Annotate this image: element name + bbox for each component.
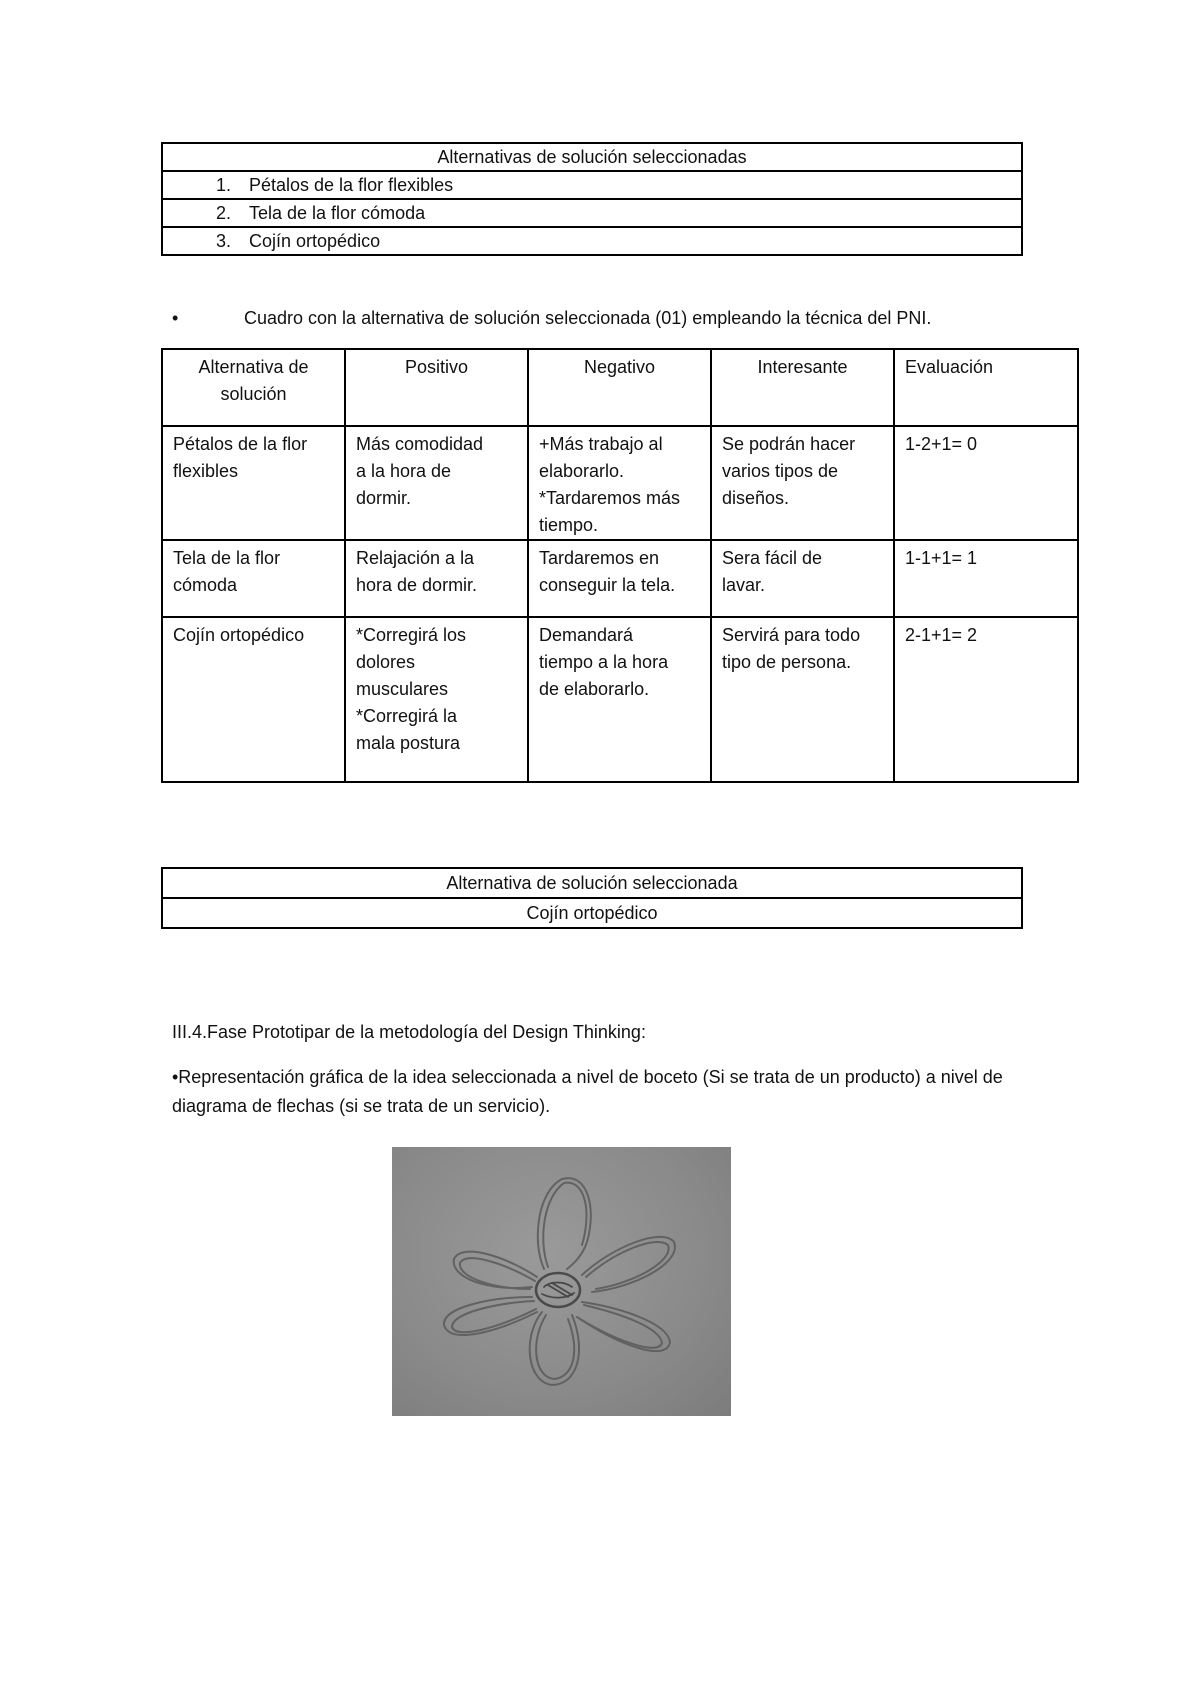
pni-table bbox=[161, 348, 1079, 783]
cell-line: Servirá para todo bbox=[722, 625, 861, 645]
table-row bbox=[162, 898, 1022, 928]
cell-line: dormir. bbox=[356, 488, 412, 508]
cell-line: dolores bbox=[356, 652, 416, 672]
cell-line: a la hora de bbox=[356, 461, 452, 481]
cell-line: elaborarlo. bbox=[539, 461, 625, 481]
cell-line: *Tardaremos más bbox=[539, 488, 681, 508]
cell-line: Pétalos de la flor bbox=[173, 434, 308, 454]
cell-line: lavar. bbox=[722, 575, 766, 595]
cell-line: Cojín ortopédico bbox=[173, 625, 305, 645]
cell-positivo bbox=[345, 617, 528, 782]
column-header-positivo: Positivo bbox=[345, 349, 528, 426]
cell-line: musculares bbox=[356, 679, 449, 699]
cell-line: Más comodidad bbox=[356, 434, 484, 454]
selected-alternative-value: Cojín ortopédico bbox=[162, 898, 1022, 928]
table-row bbox=[162, 171, 1022, 199]
table-header-row bbox=[162, 349, 1078, 426]
cell-line: flexibles bbox=[173, 461, 239, 481]
section-heading: III.4.Fase Prototipar de la metodología del Design Thinking: bbox=[172, 1022, 646, 1042]
cell-interesante bbox=[711, 426, 894, 540]
list-item-label: Pétalos de la flor flexibles bbox=[249, 175, 454, 195]
section-paragraph: •Representación gráfica de la idea seleccionada a nivel de boceto (Si se trata de un producto) a nivel de diagrama de flechas (si se trata de un servicio). bbox=[172, 1067, 1003, 1116]
cell-interesante bbox=[711, 617, 894, 782]
cell-interesante bbox=[711, 540, 894, 617]
cell-alternativa bbox=[162, 540, 345, 617]
cell-line: conseguir la tela. bbox=[539, 575, 676, 595]
cell-line: +Más trabajo al bbox=[539, 434, 663, 454]
cell-line: varios tipos de bbox=[722, 461, 839, 481]
column-header-interesante: Interesante bbox=[711, 349, 894, 426]
list-item bbox=[162, 171, 1022, 199]
cell-line: hora de dormir. bbox=[356, 575, 478, 595]
list-item-label: Cojín ortopédico bbox=[249, 231, 381, 251]
table-row bbox=[162, 426, 1078, 540]
cell-alternativa bbox=[162, 617, 345, 782]
cell-evaluacion: 1-2+1= 0 bbox=[894, 426, 1078, 540]
cell-positivo bbox=[345, 540, 528, 617]
cell-line: Relajación a la bbox=[356, 548, 475, 568]
cell-line: de elaborarlo. bbox=[539, 679, 650, 699]
cell-line: cómoda bbox=[173, 575, 238, 595]
table-row bbox=[162, 617, 1078, 782]
selected-alternative-table bbox=[161, 867, 1023, 929]
cell-evaluacion: 2-1+1= 2 bbox=[894, 617, 1078, 782]
table-row bbox=[162, 540, 1078, 617]
bullet-line bbox=[172, 305, 931, 331]
flower-sketch-icon bbox=[392, 1147, 731, 1416]
cell-line: Sera fácil de bbox=[722, 548, 823, 568]
cell-negativo bbox=[528, 617, 711, 782]
cell-line: Tardaremos en bbox=[539, 548, 660, 568]
cell-line: tiempo. bbox=[539, 515, 599, 535]
list-number: 1. bbox=[215, 175, 231, 195]
cell-evaluacion: 1-1+1= 1 bbox=[894, 540, 1078, 617]
bullet-icon: • bbox=[172, 308, 179, 328]
alternatives-table bbox=[161, 142, 1023, 256]
cell-line: diseños. bbox=[722, 488, 790, 508]
table-row bbox=[162, 199, 1022, 227]
selected-alternative-header: Alternativa de solución seleccionada bbox=[162, 868, 1022, 898]
table-row bbox=[162, 143, 1022, 171]
list-number: 2. bbox=[215, 203, 231, 223]
table-row bbox=[162, 227, 1022, 255]
alternatives-table-header: Alternativas de solución seleccionadas bbox=[162, 143, 1022, 171]
list-item bbox=[162, 227, 1022, 255]
cell-alternativa bbox=[162, 426, 345, 540]
cell-line: tipo de persona. bbox=[722, 652, 852, 672]
bullet-text: Cuadro con la alternativa de solución seleccionada (01) empleando la técnica del PNI. bbox=[244, 308, 932, 328]
list-number: 3. bbox=[215, 231, 231, 251]
column-header-evaluacion: Evaluación bbox=[894, 349, 1078, 426]
cell-positivo bbox=[345, 426, 528, 540]
cell-line: tiempo a la hora bbox=[539, 652, 669, 672]
cell-line: *Corregirá la bbox=[356, 706, 458, 726]
list-item bbox=[162, 199, 1022, 227]
cell-negativo bbox=[528, 426, 711, 540]
cell-line: Se podrán hacer bbox=[722, 434, 856, 454]
cell-line: mala postura bbox=[356, 733, 461, 753]
cell-line: Tela de la flor bbox=[173, 548, 281, 568]
cell-line: Demandará bbox=[539, 625, 634, 645]
cell-negativo bbox=[528, 540, 711, 617]
column-header-negativo: Negativo bbox=[528, 349, 711, 426]
flower-sketch-image bbox=[392, 1147, 731, 1416]
table-row bbox=[162, 868, 1022, 898]
list-item-label: Tela de la flor cómoda bbox=[249, 203, 426, 223]
cell-line: *Corregirá los bbox=[356, 625, 467, 645]
column-header-alternativa: Alternativa de solución bbox=[162, 349, 345, 426]
